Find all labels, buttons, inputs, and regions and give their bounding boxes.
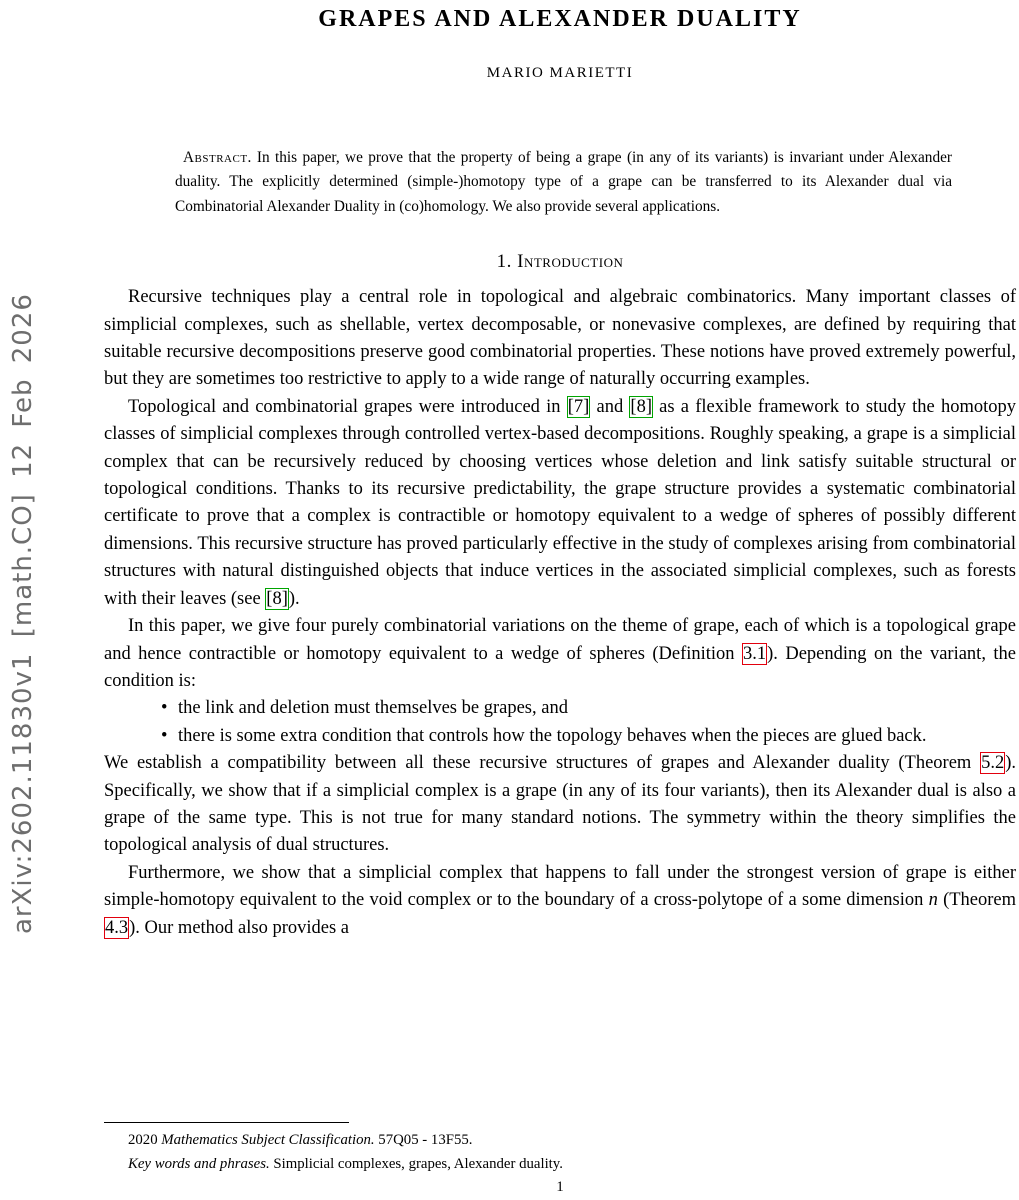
- bullet-text: there is some extra condition that controls how the topology behaves when the pieces are glued back.: [178, 725, 927, 746]
- bullet-icon: •: [161, 725, 168, 746]
- footnote-keywords: [104, 1153, 1016, 1175]
- bullet-item-1: [161, 695, 1016, 722]
- text-run: In this paper, we give four purely combinatorial variations on the theme of grape, each of which is a topological grape and hence contractible or homotopy equivalent to a wedge of spheres (Definition: [104, 616, 1016, 664]
- paper-content: [104, 6, 1016, 1196]
- keywords-label: Key words and phrases.: [128, 1156, 270, 1172]
- text-run: 2020: [128, 1132, 162, 1148]
- text-run: ). Specifically, we show that if a simplicial complex is a grape (in any of its four variants), then its Alexander dual is also a grape of the same type. This is not true for many standard notions. The symmetry within the theory simplifies the topological analysis of dual structures.: [104, 753, 1016, 856]
- bullet-item-2: [161, 723, 1016, 750]
- text-run: ). Our method also provides a: [129, 917, 350, 938]
- paper-title: GRAPES AND ALEXANDER DUALITY: [318, 6, 802, 32]
- text-run: Simplicial complexes, grapes, Alexander duality.: [269, 1156, 563, 1172]
- math-variable-n: n: [928, 890, 938, 911]
- text-run: ). Depending on the variant, the condition is:: [104, 643, 1016, 691]
- citation-link-8[interactable]: [8]: [630, 396, 652, 417]
- text-run: and: [590, 396, 630, 417]
- paragraph-1: Recursive techniques play a central role in topological and algebraic combinatorics. Many important classes of simplicial complexes, such as shellable, vertex decomposable, or nonevasive complexes, are defined by requiring that suitable recursive decompositions preserve good combinatorial properties. These notions have proved extremely powerful, but they are sometimes too restrictive to apply to a wide range of naturally occurring examples.: [104, 287, 1016, 390]
- arxiv-watermark: arXiv:2602.11830v1 [math.CO] 12 Feb 2026: [8, 293, 38, 934]
- footnote-block: [104, 1122, 1016, 1196]
- text-run: 57Q05 - 13F55.: [374, 1132, 473, 1148]
- theorem-ref-5-2[interactable]: 5.2: [981, 753, 1005, 774]
- paragraph-5: [104, 860, 1016, 942]
- section-heading: 1. Introduction: [496, 251, 624, 273]
- abstract-label: Abstract.: [183, 149, 252, 166]
- definition-ref-3-1[interactable]: 3.1: [742, 643, 767, 664]
- text-run: Topological and combinatorial grapes were introduced in: [128, 396, 567, 417]
- bullet-text: the link and deletion must themselves be grapes, and: [178, 698, 568, 719]
- footnote-rule: [104, 1122, 349, 1123]
- text-run: ).: [288, 588, 300, 609]
- text-run: We establish a compatibility between all these recursive structures of grapes and Alexander duality (Theorem: [104, 753, 981, 774]
- abstract-text: In this paper, we prove that the property of being a grape (in any of its variants) is invariant under Alexander duality. The explicitly determined (simple-)homotopy type of a grape can be transferred to its Alexander dual via Combinatorial Alexander Duality in (co)homology. We also provide several applications.: [175, 149, 952, 215]
- paragraph-2: [104, 394, 1016, 613]
- abstract: [175, 146, 952, 219]
- author-name: MARIO MARIETTI: [486, 65, 634, 81]
- msc-label: Mathematics Subject Classification.: [161, 1132, 375, 1148]
- paragraph-3: [104, 613, 1016, 695]
- bullet-list: [104, 695, 1016, 750]
- bullet-icon: •: [161, 698, 168, 719]
- text-run: as a flexible framework to study the homotopy classes of simplicial complexes through controlled vertex-based decompositions. Roughly speaking, a grape is a simplicial complex that can be recursively reduced by choosing vertices whose deletion and link satisfy suitable structural or topological conditions. Thanks to its recursive predictability, the grape structure provides a systematic combinatorial certificate to prove that a complex is contractible or homotopy equivalent to a wedge of spheres of possibly different dimensions. This recursive structure has proved particularly effective in the study of complexes arising from combinatorial structures with natural distinguished objects that induce vertices in the associated simplicial complexes, such as forests with their leaves (see: [104, 396, 1016, 609]
- theorem-ref-4-3[interactable]: 4.3: [105, 917, 129, 938]
- citation-link-8-second[interactable]: [8]: [266, 588, 288, 609]
- text-run: Furthermore, we show that a simplicial complex that happens to fall under the strongest version of grape is either simple-homotopy equivalent to the void complex or to the boundary of a cross-polytope of a some dimension: [104, 862, 1016, 911]
- paragraph-4: [104, 750, 1016, 860]
- footnote-msc: [104, 1129, 1016, 1151]
- text-run: (Theorem: [937, 890, 1017, 911]
- citation-link-7[interactable]: [7]: [567, 396, 590, 417]
- page-number: 1: [556, 1179, 564, 1195]
